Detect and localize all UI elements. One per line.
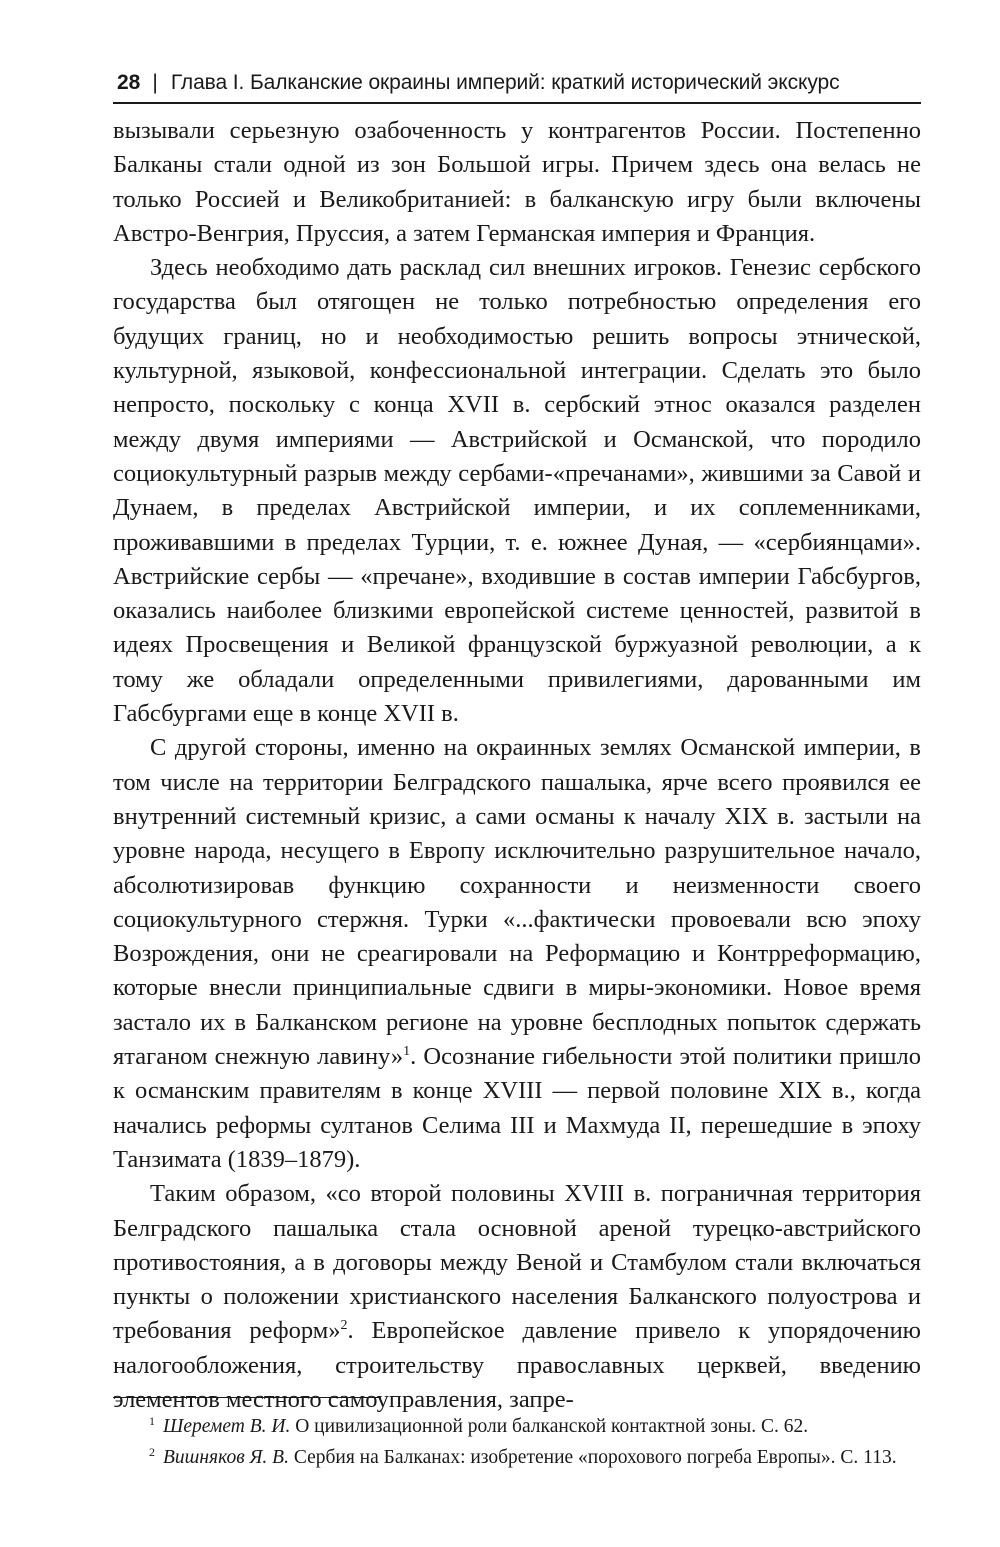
- paragraph-text: Здесь необходимо дать расклад сил внешних игроков. Генезис сербского государства был отягощен не только потребностью определения его будущих границ, но и необходимостью решить вопросы этнической, культурной, языковой, конфессиональной интеграции. Сделать это было непросто, поскольку с конца XVII в. сербский этнос оказался разделен между двумя империями — Австрийской и Османской, что породило социокультурный разрыв между сербами-«пречанами», жившими за Савой и Дунаем, в пределах Австрийской империи, и их соплеменниками, проживавшими в пределах Турции, т. е. южнее Дуная, — «сербиянцами». Австрийские сербы — «пречане», входившие в состав империи Габсбургов, оказались наиболее близкими европейской системе ценностей, развитой в идеях Просвещения и Великой французской буржуазной революции, а к тому же обладали определенными привилегиями, дарованными им Габсбургами еще в конце XVII в.: [113, 254, 921, 728]
- footnote-mark: 2: [149, 1444, 155, 1459]
- paragraph-2: [113, 251, 921, 731]
- footnote-reference[interactable]: 2: [340, 1318, 348, 1334]
- footnote-2: [113, 1442, 921, 1473]
- footnote-divider: [113, 1397, 381, 1398]
- footnote-reference[interactable]: 1: [403, 1043, 411, 1059]
- running-head: [113, 68, 921, 104]
- body-text: [113, 114, 921, 1417]
- paragraph-1: [113, 114, 921, 251]
- header-separator: |: [152, 71, 158, 94]
- paragraph-text-continued: . Европейское давление привело к упорядочению налогообложения, строительству православных церквей, введению элементов местного самоуправления, запре-: [113, 1317, 921, 1413]
- paragraph-text: вызывали серьезную озабоченность у контрагентов России. Постепенно Балканы стали одной из зон Большой игры. Причем здесь она велась не только Россией и Великобританией: в балканскую игру были включены Австро-Венгрия, Пруссия, а затем Германская империя и Франция.: [113, 117, 921, 247]
- footnote-author: Шеремет В. И.: [163, 1416, 291, 1437]
- footnote-mark: 1: [149, 1413, 155, 1428]
- chapter-title: Глава I. Балканские окраины империй: краткий исторический экскурс: [170, 71, 840, 94]
- paragraph-text: С другой стороны, именно на окраинных землях Османской империи, в том числе на территории Белградского пашалыка, ярче всего проявился ее внутренний системный кризис, а сами османы к началу XIX в. застыли на уровне народа, несущего в Европу исключительно разрушительное начало, абсолютизировав функцию сохранности и неизменности своего социокультурного стержня. Турки «...фактически провоевали всю эпоху Возрождения, они не среагировали на Реформацию и Контрреформацию, которые внесли принципиальные сдвиги в миры-экономики. Новое время застало их в Балканском регионе на уровне бесплодных попыток сдержать ятаганом снежную лавину»: [113, 734, 921, 1071]
- paragraph-text-continued: . Осознание гибельности этой политики пришло к османским правителям в конце XVIII — первой половине XIX в., когда начались реформы султанов Селима III и Махмуда II, перешедшие в эпоху Танзимата (1839–1879).: [113, 1043, 921, 1173]
- footnotes: [113, 1411, 921, 1473]
- paragraph-text: Таким образом, «со второй половины XVIII в. пограничная территория Белградского пашалыка стала основной ареной турецко-австрийского противостояния, а в договоры между Веной и Стамбулом стали включаться пункты о положении христианского населения Балканского полуострова и требования реформ»: [113, 1180, 921, 1345]
- paragraph-3: [113, 731, 921, 1177]
- footnote-author: Вишняков Я. В.: [163, 1447, 289, 1468]
- page-number: 28: [117, 71, 141, 94]
- footnote-1: [113, 1411, 921, 1442]
- paragraph-4: [113, 1177, 921, 1417]
- footnote-text: О цивилизационной роли балканской контактной зоны. С. 62.: [290, 1416, 809, 1437]
- footnote-text: Сербия на Балканах: изобретение «порохового погреба Европы». С. 113.: [288, 1447, 897, 1468]
